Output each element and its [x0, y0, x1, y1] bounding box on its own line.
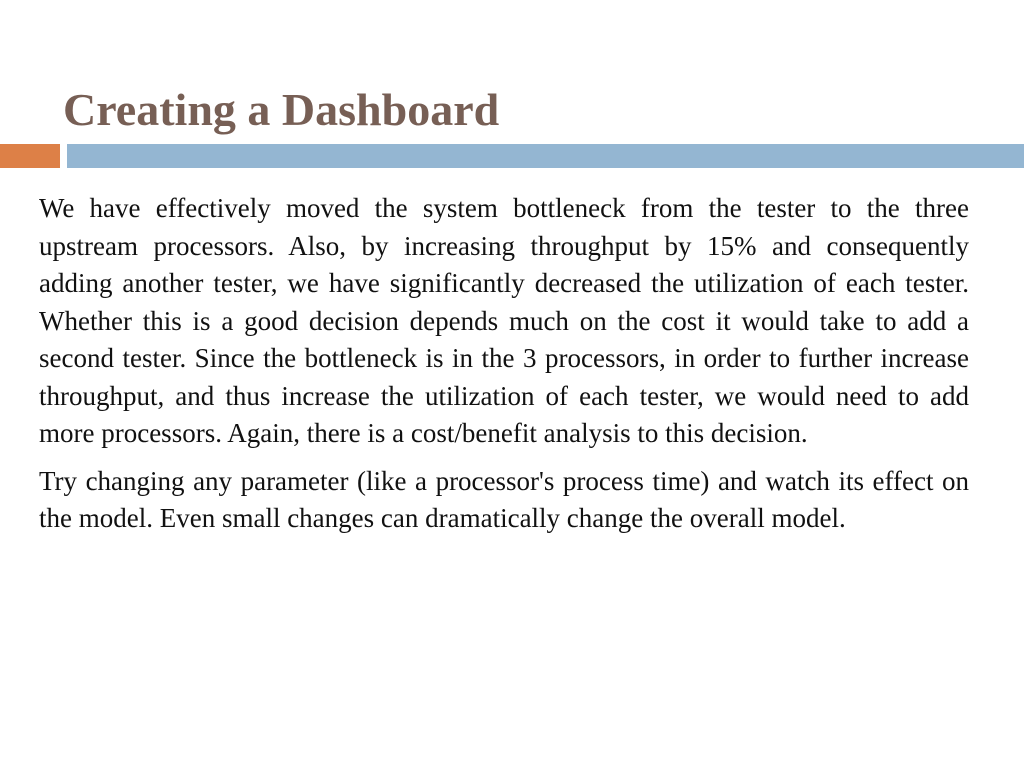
- accent-bar-orange: [0, 144, 60, 168]
- accent-bar-blue: [67, 144, 1024, 168]
- slide-title: Creating a Dashboard: [63, 84, 500, 135]
- body-paragraph-1: We have effectively moved the system bottleneck from the tester to the three upstream processors. Also, by increasing throughput by 15% and consequently adding another tester, we have significantly decreased the utilization of each tester. Whether this is a good decision depends much on the cost it would take to add a second tester. Since the bottleneck is in the 3 processors, in order to further increase throughput, and thus increase the utilization of each tester, we would need to add more processors. Again, there is a cost/benefit analysis to this decision.: [39, 193, 969, 448]
- body-paragraph-2: Try changing any parameter (like a processor's process time) and watch its effect on the model. Even small changes can dramatically change the overall model.: [39, 465, 969, 533]
- slide-body: [39, 190, 969, 548]
